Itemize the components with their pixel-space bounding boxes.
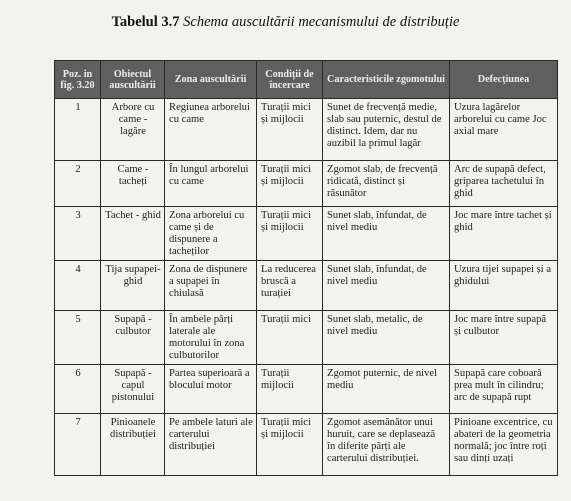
cell-defect: Joc mare între tachet și ghid bbox=[450, 207, 558, 261]
cell-conditions: La reducerea bruscă a turației bbox=[257, 261, 323, 311]
cell-zone: Zona de dispunere a supapei în chiulasă bbox=[165, 261, 257, 311]
cell-defect: Uzura tijei supapei și a ghidului bbox=[450, 261, 558, 311]
cell-noise: Sunet slab, înfundat, de nivel mediu bbox=[323, 261, 450, 311]
table-row bbox=[55, 365, 558, 414]
cell-defect: Joc mare între supapă și culbutor bbox=[450, 311, 558, 365]
cell-zone: În ambele părți laterale ale motorului în zona culbutorilor bbox=[165, 311, 257, 365]
cell-position: 6 bbox=[55, 365, 101, 414]
cell-noise: Sunet de frecvență medie, slab sau puternic, destul de distinct. Idem, dar nu auzibil la primul lagăr bbox=[323, 99, 450, 161]
header-position: Poz. in fig. 3.20 bbox=[55, 61, 101, 99]
cell-zone: Zona arborelui cu came și de dispunere a tacheților bbox=[165, 207, 257, 261]
cell-zone: Partea superioară a blocului motor bbox=[165, 365, 257, 414]
cell-conditions: Turații mici bbox=[257, 311, 323, 365]
cell-conditions: Turații mijlocii bbox=[257, 365, 323, 414]
table-row bbox=[55, 207, 558, 261]
cell-object: Pinioanele distribuției bbox=[101, 414, 165, 476]
cell-noise: Sunet slab, metalic, de nivel mediu bbox=[323, 311, 450, 365]
cell-position: 7 bbox=[55, 414, 101, 476]
cell-object: Supapă - culbutor bbox=[101, 311, 165, 365]
table-row bbox=[55, 99, 558, 161]
cell-defect: Arc de supapă defect, griparea tachetului în ghid bbox=[450, 161, 558, 207]
cell-noise: Sunet slab, înfundat, de nivel mediu bbox=[323, 207, 450, 261]
cell-noise: Zgomot puternic, de nivel mediu bbox=[323, 365, 450, 414]
cell-noise: Zgomot asemănător unui huruit, care se deplasează în diferite părți ale carterului distribuției. bbox=[323, 414, 450, 476]
cell-position: 4 bbox=[55, 261, 101, 311]
cell-conditions: Turații mici și mijlocii bbox=[257, 414, 323, 476]
cell-zone: Regiunea arborelui cu came bbox=[165, 99, 257, 161]
table-row bbox=[55, 161, 558, 207]
header-object: Obiectul auscultării bbox=[101, 61, 165, 99]
cell-conditions: Turații mici și mijlocii bbox=[257, 207, 323, 261]
cell-noise: Zgomot slab, de frecvență ridicată, distinct și răsunător bbox=[323, 161, 450, 207]
table-row bbox=[55, 414, 558, 476]
cell-zone: În lungul arborelui cu came bbox=[165, 161, 257, 207]
cell-position: 2 bbox=[55, 161, 101, 207]
header-conditions: Condiții de încercare bbox=[257, 61, 323, 99]
table-title bbox=[0, 14, 571, 31]
cell-defect: Pinioane excentrice, cu abateri de la geometria normală; joc între roți sau dinți uzați bbox=[450, 414, 558, 476]
cell-position: 1 bbox=[55, 99, 101, 161]
table-caption: Schema auscultării mecanismului de distribuție bbox=[183, 14, 460, 30]
cell-position: 3 bbox=[55, 207, 101, 261]
cell-object: Tija supapei-ghid bbox=[101, 261, 165, 311]
cell-object: Supapă - capul pistonului bbox=[101, 365, 165, 414]
cell-defect: Uzura lagărelor arborelui cu came Joc axial mare bbox=[450, 99, 558, 161]
header-defect: Defecțiunea bbox=[450, 61, 558, 99]
cell-zone: Pe ambele laturi ale carterului distribuției bbox=[165, 414, 257, 476]
header-row bbox=[55, 61, 558, 99]
cell-conditions: Turații mici și mijlocii bbox=[257, 99, 323, 161]
header-noise-characteristics: Caracteristicile zgomotului bbox=[323, 61, 450, 99]
header-zone: Zona auscultării bbox=[165, 61, 257, 99]
table-number: Tabelul 3.7 bbox=[111, 14, 180, 30]
table-row bbox=[55, 311, 558, 365]
cell-position: 5 bbox=[55, 311, 101, 365]
cell-object: Tachet - ghid bbox=[101, 207, 165, 261]
table-row bbox=[55, 261, 558, 311]
cell-object: Came - tacheți bbox=[101, 161, 165, 207]
cell-object: Arbore cu came - lagăre bbox=[101, 99, 165, 161]
auscultation-table bbox=[54, 60, 558, 476]
cell-defect: Supapă care coboară prea mult în cilindru; arc de supapă rupt bbox=[450, 365, 558, 414]
cell-conditions: Turații mici și mijlocii bbox=[257, 161, 323, 207]
